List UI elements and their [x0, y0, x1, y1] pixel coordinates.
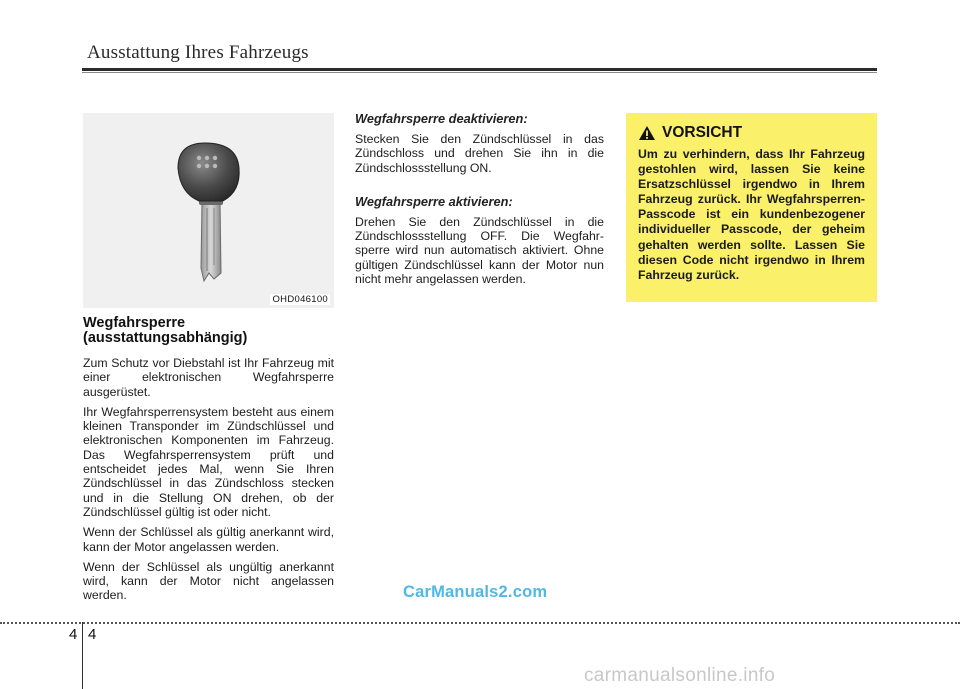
- page-header-title: Ausstattung Ihres Fahrzeugs: [87, 42, 309, 63]
- car-key-icon: [83, 113, 334, 308]
- footer-divider: [82, 622, 83, 689]
- paragraph: Wenn der Schlüssel als ungültig anerkannt wird, kann der Motor nicht angelassen werden.: [83, 559, 334, 603]
- activate-heading: Wegfahrsperre aktivieren:: [355, 193, 513, 209]
- footer-rule: [0, 622, 960, 624]
- left-column: [83, 316, 334, 609]
- section-number: 4: [69, 626, 78, 643]
- image-caption: OHD046100: [272, 294, 328, 305]
- warning-text: Um zu verhindern, dass Ihr Fahrzeug gestohlen wird, lassen Sie keine Ersatzschlüssel irgendwo in Ihrem Fahrzeug zurück. Ihr Wegfahrsperren-Passcode ist ein kundenbezogener individueller Passcode, der geheim gehalten werden sollte. Lassen Sie diesen Code nicht irgendwo in Ihrem Fahrzeug zurück.: [638, 147, 865, 282]
- warning-title: VORSICHT: [662, 124, 743, 141]
- warning-box: [626, 113, 877, 302]
- watermark-carmanualsonline: carmanualsonline.info: [584, 665, 776, 686]
- watermark-carmanuals2: CarManuals2.com: [403, 583, 548, 601]
- section-heading: Wegfahrsperre (ausstattungsabhängig): [83, 315, 248, 346]
- middle-column: [355, 112, 604, 286]
- paragraph: Wenn der Schlüssel als gültig anerkannt wird, kann der Motor angelassen werden.: [83, 525, 334, 554]
- deactivate-heading: Wegfahrsperre deaktivieren:: [355, 111, 528, 126]
- header-rule-thin: [82, 72, 877, 73]
- paragraph: Ihr Wegfahrsperrensystem besteht aus einem kleinen Transponder im Zündschlüssel und elektronischen Komponenten im Fahrzeug. Das Wegfahrsperrensystem prüft und entscheidet jedes Mal, wenn Sie Ihren Zündschlüssel in das Zündschloss stecken und in die Stellung ON drehen, ob der Zündschlüssel gültig ist oder nicht.: [83, 404, 334, 519]
- page-number: 4: [88, 626, 97, 643]
- deactivate-text: Stecken Sie den Zündschlüssel in das Zündschloss und drehen Sie ihn in die Zündschlossstellung ON.: [355, 132, 604, 175]
- warning-triangle-icon: [638, 125, 656, 141]
- warning-title-row: [638, 122, 865, 144]
- header-rule: [82, 68, 877, 71]
- paragraph: Zum Schutz vor Diebstahl ist Ihr Fahrzeug mit einer elektronischen Wegfahrsperre ausgerüstet.: [83, 356, 334, 399]
- activate-text: Drehen Sie den Zündschlüssel in die Zündschlossstellung OFF. Die Wegfahr-sperre wird nun automatisch aktiviert. Ohne gültigen Zündschlüssel kann der Motor nun nicht mehr angelassen werden.: [355, 214, 604, 287]
- key-photo: [83, 113, 334, 308]
